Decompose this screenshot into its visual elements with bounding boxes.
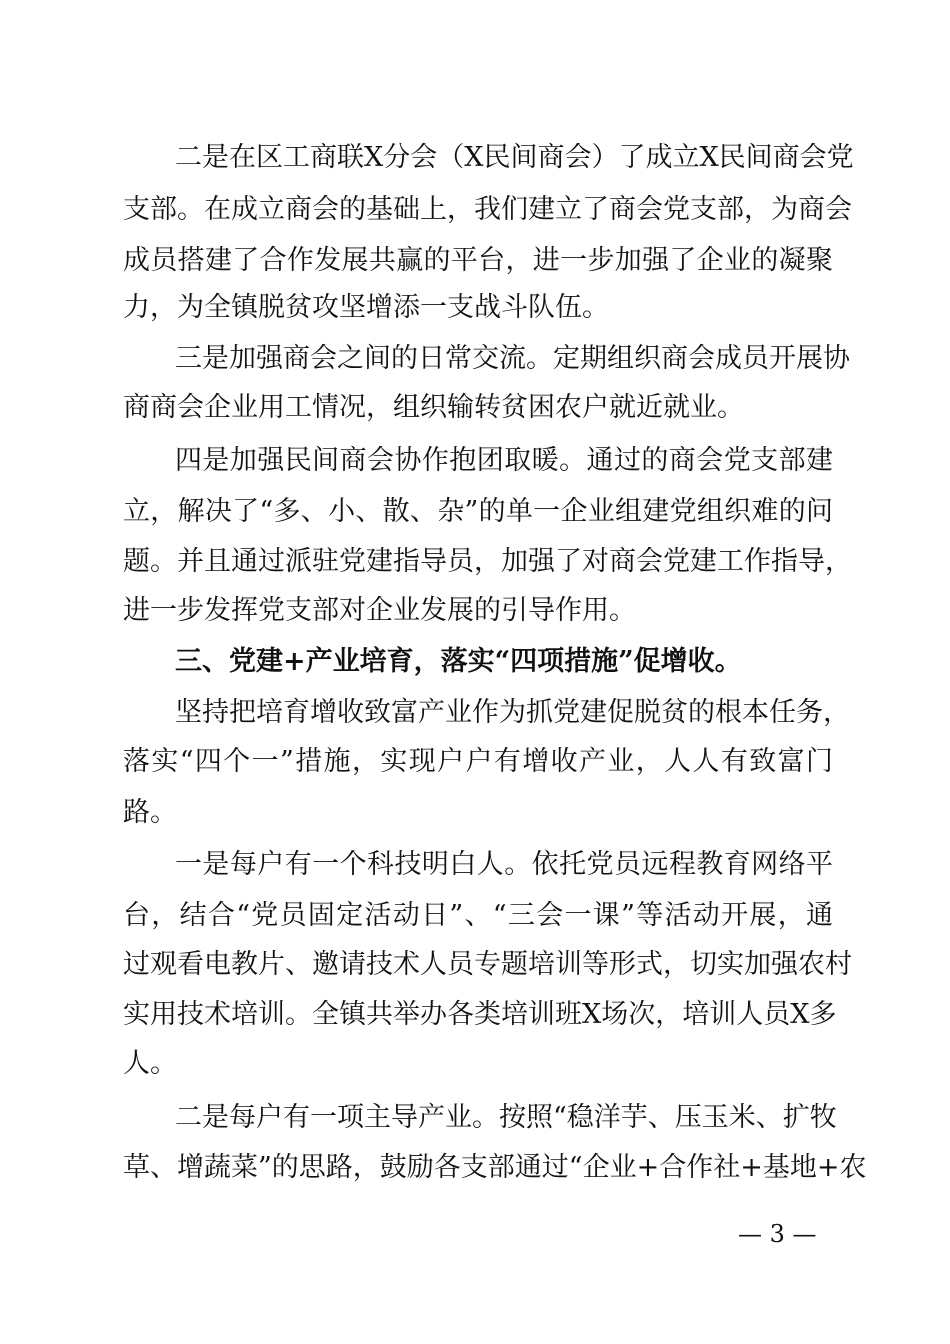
paragraph-line: 人。 xyxy=(123,1048,177,1079)
paragraph-line: 成员搭建了合作发展共赢的平台，进一步加强了企业的凝聚 xyxy=(123,245,833,276)
paragraph-line: 三是加强商会之间的日常交流。定期组织商会成员开展协 xyxy=(175,343,850,374)
paragraph-line: 二是每户有一项主导产业。按照“稳洋芋、压玉米、扩牧 xyxy=(175,1102,837,1133)
paragraph-line: 草、增蔬菜”的思路，鼓励各支部通过“企业+合作社+基地+农 xyxy=(123,1152,867,1183)
paragraph-line: 过观看电教片、邀请技术人员专题培训等形式，切实加强农村 xyxy=(123,949,852,980)
paragraph-line: 进一步发挥党支部对企业发展的引导作用。 xyxy=(123,595,636,626)
section-heading: 三、党建+产业培育，落实“四项措施”促增收。 xyxy=(175,646,742,677)
paragraph-line: 四是加强民间商会协作抱团取暖。通过的商会党支部建 xyxy=(175,445,833,476)
paragraph-line: 路。 xyxy=(123,797,177,828)
paragraph-line: 题。并且通过派驻党建指导员，加强了对商会党建工作指导， xyxy=(123,546,852,577)
paragraph-line: 二是在区工商联X分会（X民间商会）了成立X民间商会党 xyxy=(175,142,854,173)
paragraph-line: 实用技术培训。全镇共举办各类培训班X场次，培训人员X多 xyxy=(123,999,837,1030)
paragraph-line: 台，结合“党员固定活动日”、“三会一课”等活动开展，通 xyxy=(123,900,833,931)
page-number: — 3 — xyxy=(738,1220,817,1248)
paragraph-line: 落实“四个一”措施，实现户户有增收产业，人人有致富门 xyxy=(123,746,833,777)
paragraph-line: 立，解决了“多、小、散、杂”的单一企业组建党组织难的问 xyxy=(123,496,833,527)
paragraph-line: 支部。在成立商会的基础上，我们建立了商会党支部，为商会 xyxy=(123,194,852,225)
paragraph-line: 一是每户有一个科技明白人。依托党员远程教育网络平 xyxy=(175,849,833,880)
paragraph-line: 商商会企业用工情况，组织输转贫困农户就近就业。 xyxy=(123,392,744,423)
paragraph-line: 坚持把培育增收致富产业作为抓党建促脱贫的根本任务， xyxy=(175,697,850,728)
paragraph-line: 力，为全镇脱贫攻坚增添一支战斗队伍。 xyxy=(123,292,609,323)
